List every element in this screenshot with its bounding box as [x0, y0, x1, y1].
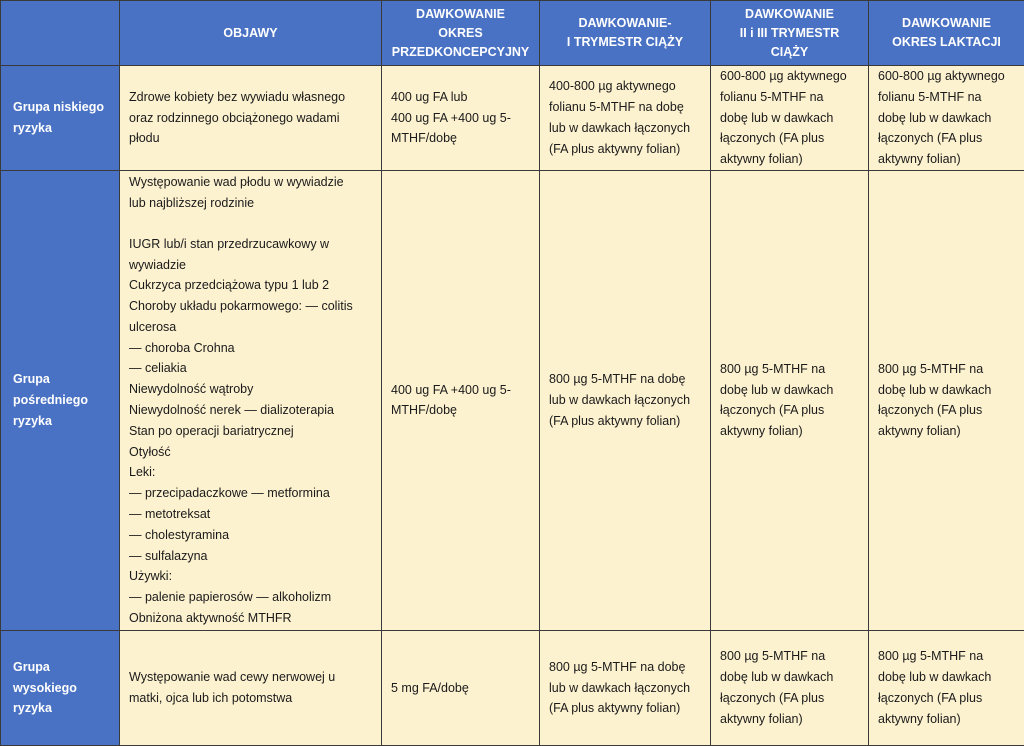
- text-line: dobę lub w dawkach: [878, 380, 1015, 401]
- text-line: aktywny folian): [720, 709, 859, 730]
- text-line: OKRES LAKTACJI: [875, 33, 1018, 52]
- text-line: — palenie papierosów — alkoholizm: [129, 587, 372, 608]
- text-line: 800 µg 5-MTHF na: [720, 646, 859, 667]
- text-line: folianu 5-MTHF na dobę: [549, 97, 701, 118]
- symptoms-medium-risk-conditions: [129, 234, 372, 629]
- text-line: aktywny folian): [720, 421, 859, 442]
- row-high-risk: [1, 630, 1024, 745]
- text-line: Używki:: [129, 566, 372, 587]
- header-laktacja: [869, 1, 1024, 66]
- symptoms-medium-risk: [120, 170, 382, 630]
- text-line: łączonych (FA plus: [720, 688, 859, 709]
- dose-preconception-low-risk: [382, 66, 540, 171]
- dose-trimester23-medium-risk: [711, 170, 869, 630]
- text-line: łączonych (FA plus: [878, 128, 1015, 149]
- text-line: Grupa: [13, 369, 107, 390]
- text-line: MTHF/dobę: [391, 128, 530, 149]
- text-line: — choroba Crohna: [129, 338, 372, 359]
- text-line: płodu: [129, 128, 372, 149]
- text-line: wywiadzie: [129, 255, 372, 276]
- text-line: DAWKOWANIE: [717, 5, 862, 24]
- header-trymestr-2-3: [711, 1, 869, 66]
- text-line: 800 µg 5-MTHF na dobę: [549, 369, 701, 390]
- text-line: — przecipadaczkowe — metformina: [129, 483, 372, 504]
- text-line: dobę lub w dawkach: [878, 108, 1015, 129]
- text-line: Cukrzyca przedciążowa typu 1 lub 2: [129, 275, 372, 296]
- text-line: MTHF/dobę: [391, 400, 530, 421]
- text-line: — metotreksat: [129, 504, 372, 525]
- text-line: — cholestyramina: [129, 525, 372, 546]
- group-high-risk: [1, 630, 120, 745]
- text-line: Występowanie wad cewy nerwowej u: [129, 667, 372, 688]
- text-line: Otyłość: [129, 442, 372, 463]
- text-line: matki, ojca lub ich potomstwa: [129, 688, 372, 709]
- text-line: pośredniego: [13, 390, 107, 411]
- dose-trimester1-medium-risk: [540, 170, 711, 630]
- text-line: Występowanie wad płodu w wywiadzie: [129, 172, 372, 193]
- symptoms-low-risk: [120, 66, 382, 171]
- text-line: 800 µg 5-MTHF na: [720, 359, 859, 380]
- text-line: DAWKOWANIE: [875, 14, 1018, 33]
- text-line: 600-800 µg aktywnego: [878, 66, 1015, 87]
- text-line: CIĄŻY: [717, 43, 862, 62]
- text-line: Niewydolność nerek — dializoterapia: [129, 400, 372, 421]
- text-line: lub w dawkach łączonych: [549, 118, 701, 139]
- text-line: Stan po operacji bariatrycznej: [129, 421, 372, 442]
- text-line: dobę lub w dawkach: [720, 108, 859, 129]
- text-line: Zdrowe kobiety bez wywiadu własnego: [129, 87, 372, 108]
- text-line: dobę lub w dawkach: [720, 380, 859, 401]
- dose-lactation-high-risk: [869, 630, 1024, 745]
- group-medium-risk: [1, 170, 120, 630]
- text-line: Choroby układu pokarmowego: — colitis: [129, 296, 372, 317]
- dose-lactation-medium-risk: [869, 170, 1024, 630]
- text-line: 400 ug FA +400 ug 5-: [391, 380, 530, 401]
- text-line: 5 mg FA/dobę: [391, 678, 530, 699]
- text-line: Obniżona aktywność MTHFR: [129, 608, 372, 629]
- text-line: lub w dawkach łączonych: [549, 390, 701, 411]
- header-row: [1, 1, 1024, 66]
- text-line: Grupa: [13, 657, 107, 678]
- text-line: (FA plus aktywny folian): [549, 411, 701, 432]
- text-line: 800 µg 5-MTHF na dobę: [549, 657, 701, 678]
- dose-trimester23-low-risk: [711, 66, 869, 171]
- text-line: Grupa niskiego: [13, 97, 107, 118]
- text-line: IUGR lub/i stan przedrzucawkowy w: [129, 234, 372, 255]
- text-line: 800 µg 5-MTHF na: [878, 646, 1015, 667]
- symptoms-medium-risk-history: [129, 172, 372, 214]
- text-line: lub najbliższej rodzinie: [129, 193, 372, 214]
- text-line: łączonych (FA plus: [878, 688, 1015, 709]
- row-medium-risk: [1, 170, 1024, 630]
- text-line: 400 ug FA +400 ug 5-: [391, 108, 530, 129]
- text-line: ulcerosa: [129, 317, 372, 338]
- text-line: folianu 5-MTHF na: [878, 87, 1015, 108]
- text-line: łączonych (FA plus: [878, 400, 1015, 421]
- text-line: dobę lub w dawkach: [878, 667, 1015, 688]
- text-line: 800 µg 5-MTHF na: [878, 359, 1015, 380]
- text-line: 400-800 µg aktywnego: [549, 76, 701, 97]
- dose-preconception-medium-risk: [382, 170, 540, 630]
- text-line: łączonych (FA plus: [720, 400, 859, 421]
- text-line: lub w dawkach łączonych: [549, 678, 701, 699]
- text-line: DAWKOWANIE-: [546, 14, 704, 33]
- text-line: — celiakia: [129, 358, 372, 379]
- text-line: aktywny folian): [720, 149, 859, 170]
- text-line: dobę lub w dawkach: [720, 667, 859, 688]
- text-line: 600-800 µg aktywnego: [720, 66, 859, 87]
- header-objawy: [120, 1, 382, 66]
- symptoms-high-risk: [120, 630, 382, 745]
- text-line: Niewydolność wątroby: [129, 379, 372, 400]
- dose-trimester1-high-risk: [540, 630, 711, 745]
- dose-trimester23-high-risk: [711, 630, 869, 745]
- text-line: folianu 5-MTHF na: [720, 87, 859, 108]
- dose-trimester1-low-risk: [540, 66, 711, 171]
- dose-lactation-low-risk: [869, 66, 1024, 171]
- row-low-risk: [1, 66, 1024, 171]
- header-predkoncepcyjny: [382, 1, 540, 66]
- text-line: wysokiego: [13, 678, 107, 699]
- text-line: I TRYMESTR CIĄŻY: [546, 33, 704, 52]
- group-low-risk: [1, 66, 120, 171]
- text-line: ryzyka: [13, 118, 107, 139]
- text-line: II i III TRYMESTR: [717, 24, 862, 43]
- text-line: DAWKOWANIE: [388, 5, 533, 24]
- text-line: oraz rodzinnego obciążonego wadami: [129, 108, 372, 129]
- text-line: (FA plus aktywny folian): [549, 139, 701, 160]
- text-line: aktywny folian): [878, 149, 1015, 170]
- text-line: — sulfalazyna: [129, 546, 372, 567]
- text-line: Leki:: [129, 462, 372, 483]
- text-line: 400 ug FA lub: [391, 87, 530, 108]
- text-line: OBJAWY: [126, 24, 375, 43]
- text-line: łączonych (FA plus: [720, 128, 859, 149]
- header-trymestr-1: [540, 1, 711, 66]
- text-line: ryzyka: [13, 698, 107, 719]
- text-line: aktywny folian): [878, 709, 1015, 730]
- text-line: aktywny folian): [878, 421, 1015, 442]
- dose-preconception-high-risk: [382, 630, 540, 745]
- text-line: PRZEDKONCEPCYJNY: [388, 43, 533, 62]
- text-line: ryzyka: [13, 411, 107, 432]
- header-corner: [1, 1, 120, 66]
- text-line: (FA plus aktywny folian): [549, 698, 701, 719]
- text-line: OKRES: [388, 24, 533, 43]
